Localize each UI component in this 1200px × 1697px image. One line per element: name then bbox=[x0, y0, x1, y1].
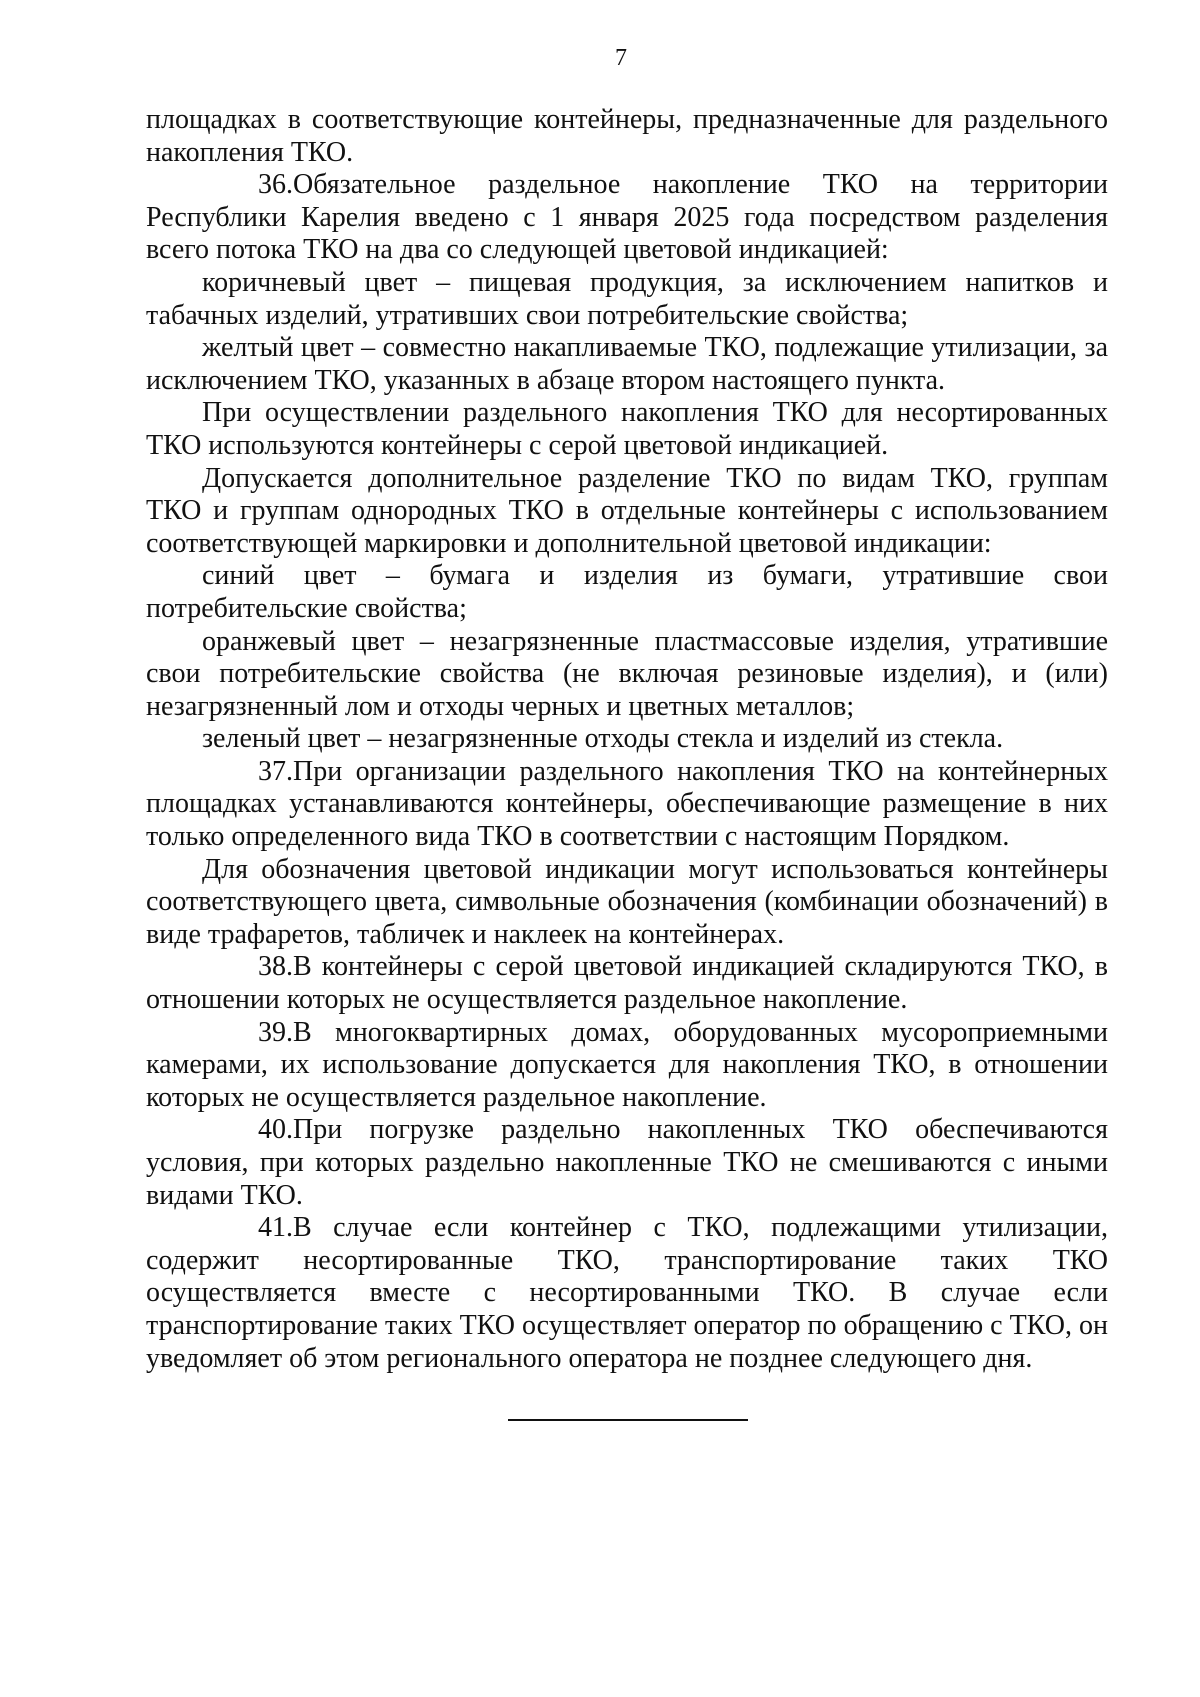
paragraph bbox=[146, 560, 1108, 625]
paragraph-item-41 bbox=[146, 1212, 1108, 1375]
paragraph-text: синий цвет – бумага и изделия из бумаги, утратившие свои потребительские свойства; bbox=[146, 560, 1108, 624]
paragraph-text: зеленый цвет – незагрязненные отходы стекла и изделий из стекла. bbox=[202, 723, 1004, 755]
paragraph-text: площадках в соответствующие контейнеры, предназначенные для раздельного накопления ТКО. bbox=[146, 104, 1108, 168]
paragraph-text: Допускается дополнительное разделение ТКО по видам ТКО, группам ТКО и группам однородных ТКО в отдельные контейнеры с использованием соответствующей маркировки и дополнительной цветовой индикации: bbox=[146, 462, 1108, 559]
paragraph-item-36 bbox=[146, 169, 1108, 267]
paragraph bbox=[146, 723, 1108, 756]
paragraph-item-40 bbox=[146, 1114, 1108, 1212]
paragraph-text: Для обозначения цветовой индикации могут использоваться контейнеры соответствующего цвета, символьные обозначения (комбинации обозначений) в виде трафаретов, табличек и наклеек на контейнерах. bbox=[146, 853, 1108, 950]
page-number: 7 bbox=[615, 45, 627, 71]
item-number: 38. bbox=[258, 951, 293, 983]
paragraph-text: коричневый цвет – пищевая продукция, за исключением напитков и табачных изделий, утративших свои потребительские свойства; bbox=[146, 266, 1108, 331]
paragraph bbox=[146, 626, 1108, 724]
item-number: 39. bbox=[258, 1016, 293, 1048]
paragraph bbox=[146, 267, 1108, 332]
paragraph-text: В многоквартирных домах, оборудованных мусороприемными камерами, их использование допускается для накопления ТКО, в отношении которых не осуществляется раздельное накопление. bbox=[146, 1016, 1108, 1113]
paragraph-text: В контейнеры с серой цветовой индикацией складируются ТКО, в отношении которых не осуществляется раздельное накопление. bbox=[146, 951, 1108, 1016]
paragraph-text: желтый цвет – совместно накапливаемые ТКО, подлежащие утилизации, за исключением ТКО, указанных в абзаце втором настоящего пункта. bbox=[146, 332, 1108, 396]
paragraph-item-37 bbox=[146, 756, 1108, 854]
paragraph-item-38 bbox=[146, 951, 1108, 1016]
item-number: 37. bbox=[258, 755, 293, 787]
paragraph-item-39 bbox=[146, 1017, 1108, 1115]
item-number: 36. bbox=[258, 169, 293, 201]
paragraph bbox=[146, 104, 1108, 169]
paragraph-text: При осуществлении раздельного накопления ТКО для несортированных ТКО используются контейнеры с серой цветовой индикацией. bbox=[146, 397, 1108, 461]
item-number: 40. bbox=[258, 1114, 293, 1146]
paragraph bbox=[146, 397, 1108, 462]
paragraph bbox=[146, 463, 1108, 561]
document-body bbox=[146, 104, 1108, 1375]
paragraph-text: оранжевый цвет – незагрязненные пластмассовые изделия, утратившие свои потребительские свойства (не включая резиновые изделия), и (или) незагрязненный лом и отходы черных и цветных металлов; bbox=[146, 625, 1108, 722]
paragraph-text: При организации раздельного накопления ТКО на контейнерных площадках устанавливаются контейнеры, обеспечивающие размещение в них только определенного вида ТКО в соответствии с настоящим Порядком. bbox=[146, 755, 1108, 853]
paragraph bbox=[146, 332, 1108, 397]
paragraph-text: В случае если контейнер с ТКО, подлежащими утилизации, содержит несортированные ТКО, транспортирование таких ТКО осуществляется вместе с несортированными ТКО. В случае если транспортирование таких ТКО осуществляет оператор по обращению с ТКО, он уведомляет об этом регионального оператора не позднее следующего дня. bbox=[146, 1212, 1108, 1374]
paragraph-text: Обязательное раздельное накопление ТКО на территории Республики Карелия введено с 1 января 2025 года посредством разделения всего потока ТКО на два со следующей цветовой индикацией: bbox=[146, 169, 1108, 266]
paragraph bbox=[146, 854, 1108, 952]
end-separator-line bbox=[508, 1419, 748, 1421]
item-number: 41. bbox=[258, 1212, 293, 1244]
paragraph-text: При погрузке раздельно накопленных ТКО обеспечиваются условия, при которых раздельно накопленные ТКО не смешиваются с иными видами ТКО. bbox=[146, 1114, 1108, 1211]
